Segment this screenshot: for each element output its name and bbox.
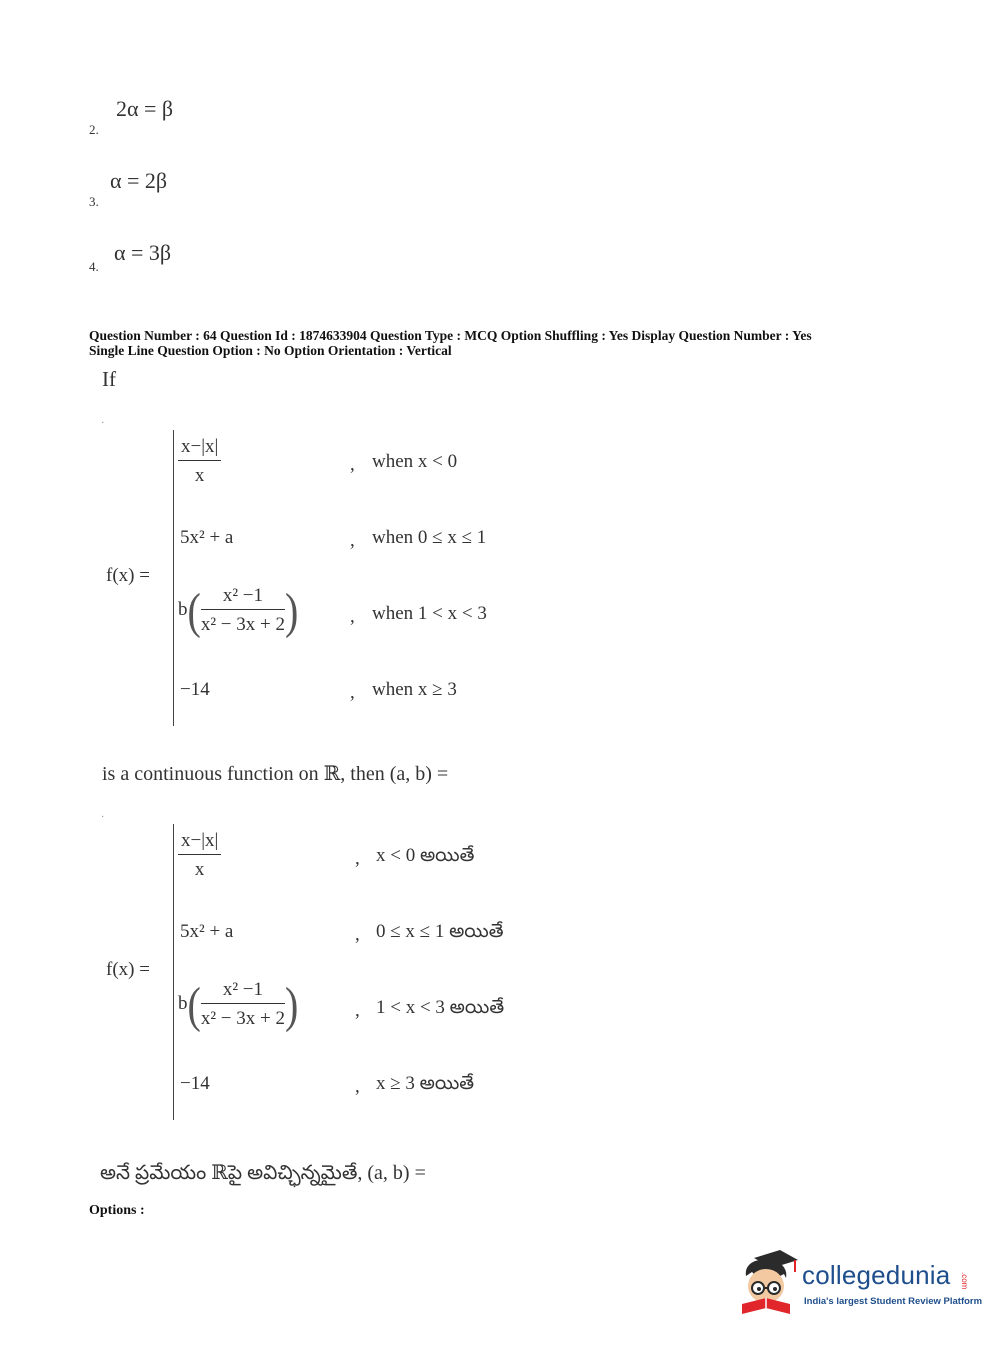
if-label: If	[102, 367, 116, 391]
case-3-comma: ,	[350, 606, 355, 627]
options-label: Options :	[89, 1203, 145, 1218]
case-3-expression: b( $\frac{\text{x² −1}}{\text{x² − 3x + 2}}$ )	[178, 581, 299, 638]
brand-tagline: India's largest Student Review Platform	[804, 1296, 983, 1307]
dot-marker: ·	[101, 418, 105, 429]
telugu-case-2-condition: 0 ≤ x ≤ 1 అయితే	[376, 921, 504, 942]
case-4-comma: ,	[350, 682, 355, 703]
piecewise-brace-telugu	[173, 824, 174, 1120]
fx-label-english: f(x) =	[106, 565, 150, 586]
option-4-equation: α = 3β	[114, 240, 172, 265]
conclusion-telugu: అనే ప్రమేయం ℝపై అవిచ్ఛిన్నమైతే, (a, b) =	[100, 1162, 426, 1184]
telugu-case-1-comma: ,	[355, 848, 360, 869]
mascot-icon	[738, 1246, 800, 1316]
case-1-condition: when x < 0	[372, 451, 458, 472]
telugu-case-2-expression: 5x² + a	[180, 921, 234, 942]
telugu-case-4-condition: x ≥ 3 అయితే	[376, 1073, 475, 1094]
case-2-comma: ,	[350, 530, 355, 551]
telugu-case-4-expression: −14	[180, 1073, 210, 1094]
case-2-condition: when 0 ≤ x ≤ 1	[372, 527, 487, 548]
telugu-case-1-expression: $\frac{x-|x|}{x}$	[178, 830, 221, 881]
case-4-condition: when x ≥ 3	[372, 679, 457, 700]
conclusion-english: is a continuous function on ℝ, then (a, b) =	[102, 763, 449, 785]
option-4-number: 4.	[89, 259, 99, 274]
question-meta-line-2: Single Line Question Option : No Option Orientation : Vertical	[89, 343, 452, 358]
option-2-number: 2.	[89, 122, 99, 137]
question-meta-line-1: Question Number : 64 Question Id : 1874633904 Question Type : MCQ Option Shuffling : Yes Display Question Number : Yes	[89, 328, 812, 343]
fx-label-telugu: f(x) =	[106, 959, 150, 980]
telugu-case-1-condition: x < 0 అయితే	[376, 845, 475, 866]
case-4-expression: −14	[180, 679, 210, 700]
case-3-condition: when 1 < x < 3	[372, 603, 487, 624]
case-1-comma: ,	[350, 454, 355, 475]
telugu-case-3-expression: b( $\frac{\text{x² −1}}{\text{x² − 3x + 2}}$ )	[178, 975, 299, 1032]
telugu-case-4-comma: ,	[355, 1076, 360, 1097]
telugu-case-3-comma: ,	[355, 1000, 360, 1021]
case-1-expression: $\frac{x-|x|}{x}$	[178, 436, 221, 487]
option-2-equation: 2α = β	[116, 96, 174, 121]
option-3-equation: α = 2β	[110, 168, 168, 193]
case-2-expression: 5x² + a	[180, 527, 234, 548]
collegedunia-logo	[738, 1246, 983, 1318]
telugu-case-2-comma: ,	[355, 924, 360, 945]
option-3-number: 3.	[89, 194, 99, 209]
dot-marker: ·	[101, 812, 105, 823]
brand-name: collegedunia	[802, 1260, 951, 1290]
brand-suffix: .com	[960, 1272, 969, 1290]
piecewise-brace-english	[173, 430, 174, 726]
telugu-case-3-condition: 1 < x < 3 అయితే	[376, 997, 505, 1018]
